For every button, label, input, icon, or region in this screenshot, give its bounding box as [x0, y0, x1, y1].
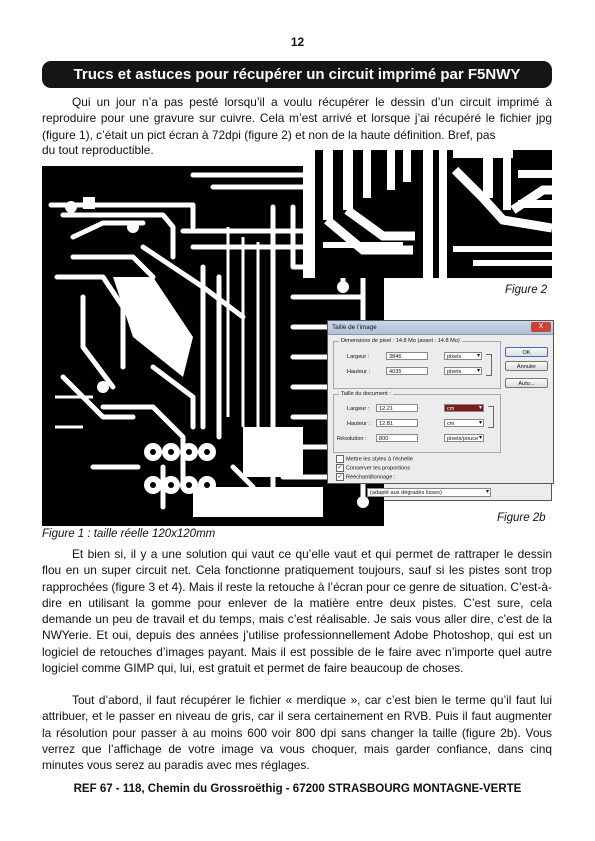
- checkmark-icon: ✓: [337, 465, 343, 471]
- body-paragraph-2: Tout d’abord, il faut récupérer le fichier « merdique », car c’est bien le terme qu’il faut lui attribuer, et le passer en niveau de gris, car il sera certainement en RVB. Puis il faut augmenter la résolution pour passer à au moins 600 voir 800 dpi sans changer la taille (figure 2b). Vous verrez que l’affichage de votre image va vous choquer, mais garder confiance, dans cinq minutes vous serez au paradis avec mes réglages.: [42, 693, 552, 773]
- body-paragraph-1: Et bien si, il y a une solution qui vaut ce qu’elle vaut et qui permet de rattraper le dessin flou en un super circuit net. Cela fonctionne pratiquement toujours, sauf si les pistes sont trop rapprochées (figure 3 et 4). Mais il reste la retouche à l’écran pour ce genre de situation. C’est-à-dire en utilisant la gomme pour enlever de la matière entre deux pistes. C’est sure, cela demande un peu de travail et du temps, mais c’est réalisable. Je sais vous aller dire, c’est de la NWYerie. Et oui, depuis des années j’utilise professionnellement Adobe Photoshop, qui est un logiciel de retouches d’images payant. Mais il est possible de le faire avec n’importe quel autre logiciel comme GIMP qui, lui, est gratuit et permet de faire beaucoup de choses.: [42, 547, 552, 676]
- intro-paragraph: [42, 94, 552, 143]
- intro-paragraph-end: du tout reproductible.: [42, 143, 154, 157]
- article-title: Trucs et astuces pour récupérer un circuit imprimé par F5NWY: [42, 61, 552, 88]
- height-label: Hauteur :: [347, 369, 371, 375]
- intro-text: Qui un jour n’a pas pesté lorsqu’il a voulu récupérer le dessin d’un circuit imprimé à reproduire pour une gravure sur cuivre. Cela m’est arrivé et lorsque j’ai récupéré le fichier jpg (figure 1), c’était un pict écran à 72dpi (figure 2) et non de la haute définition. Bref, pas: [42, 95, 552, 142]
- figure-2b-caption: Figure 2b: [497, 512, 546, 524]
- resample-method-select[interactable]: (adapté aux dégradés lisses) ▾: [367, 488, 491, 497]
- doc-width-unit-select[interactable]: cm ▾: [444, 404, 484, 412]
- footer-address: REF 67 - 118, Chemin du Grossroëthig - 67200 STRASBOURG MONTAGNE-VERTE: [73, 783, 522, 795]
- document-size-group: [333, 391, 501, 453]
- checkbox-empty-icon: [336, 455, 344, 463]
- close-icon[interactable]: X: [531, 322, 551, 332]
- doc-width-field[interactable]: 12.21: [376, 404, 418, 412]
- chain-link-icon: [488, 406, 494, 428]
- pixel-width-field[interactable]: 3846: [386, 352, 428, 360]
- resolution-unit-select[interactable]: pixels/pouce ▾: [444, 434, 484, 442]
- pixelated-zoom-figure-2: [303, 150, 552, 278]
- scale-styles-label: Mettre les styles à l’échelle: [346, 456, 413, 463]
- auto-button[interactable]: Auto...: [505, 378, 548, 388]
- pixel-height-unit-select[interactable]: pixels ▾: [444, 367, 482, 375]
- pixel-width-unit-select[interactable]: pixels ▾: [444, 352, 482, 360]
- constrain-proportions-label: Conserver les proportions: [346, 465, 411, 472]
- pixelated-traces-image: [303, 150, 552, 278]
- image-size-dialog: [327, 320, 554, 484]
- resolution-label: Résolution :: [337, 436, 367, 442]
- dialog-titlebar: [328, 321, 553, 335]
- constrain-proportions-checkbox[interactable]: [336, 464, 410, 472]
- figure-2-caption: Figure 2: [505, 284, 548, 296]
- doc-height-unit-select[interactable]: cm ▾: [444, 419, 484, 427]
- cancel-button[interactable]: Annuler: [505, 361, 548, 371]
- dialog-title: Taille de l’image: [332, 324, 377, 331]
- resample-checkbox[interactable]: [336, 473, 395, 481]
- document-size-label: Taille du document :: [341, 391, 391, 397]
- resample-label: Rééchantillonnage :: [346, 474, 396, 481]
- width-label: Largeur :: [347, 354, 370, 360]
- doc-width-label: Largeur :: [347, 406, 370, 412]
- pixel-dimensions-label: Dimensions de pixel : 14.8 Mo (avant : 14.8 Mo): [341, 338, 460, 344]
- pixel-dimensions-group: [333, 338, 501, 389]
- resolution-field[interactable]: 800: [376, 434, 418, 442]
- figure-1-caption: Figure 1 : taille réelle 120x120mm: [42, 528, 216, 540]
- doc-height-field[interactable]: 12.81: [376, 419, 418, 427]
- checkmark-icon: ✓: [337, 474, 343, 480]
- pixel-height-field[interactable]: 4035: [386, 367, 428, 375]
- page-number: 12: [290, 35, 305, 49]
- doc-height-label: Hauteur :: [347, 421, 371, 427]
- scale-styles-checkbox[interactable]: [336, 455, 413, 463]
- ok-button[interactable]: OK: [505, 347, 548, 357]
- chain-link-icon: [486, 354, 492, 376]
